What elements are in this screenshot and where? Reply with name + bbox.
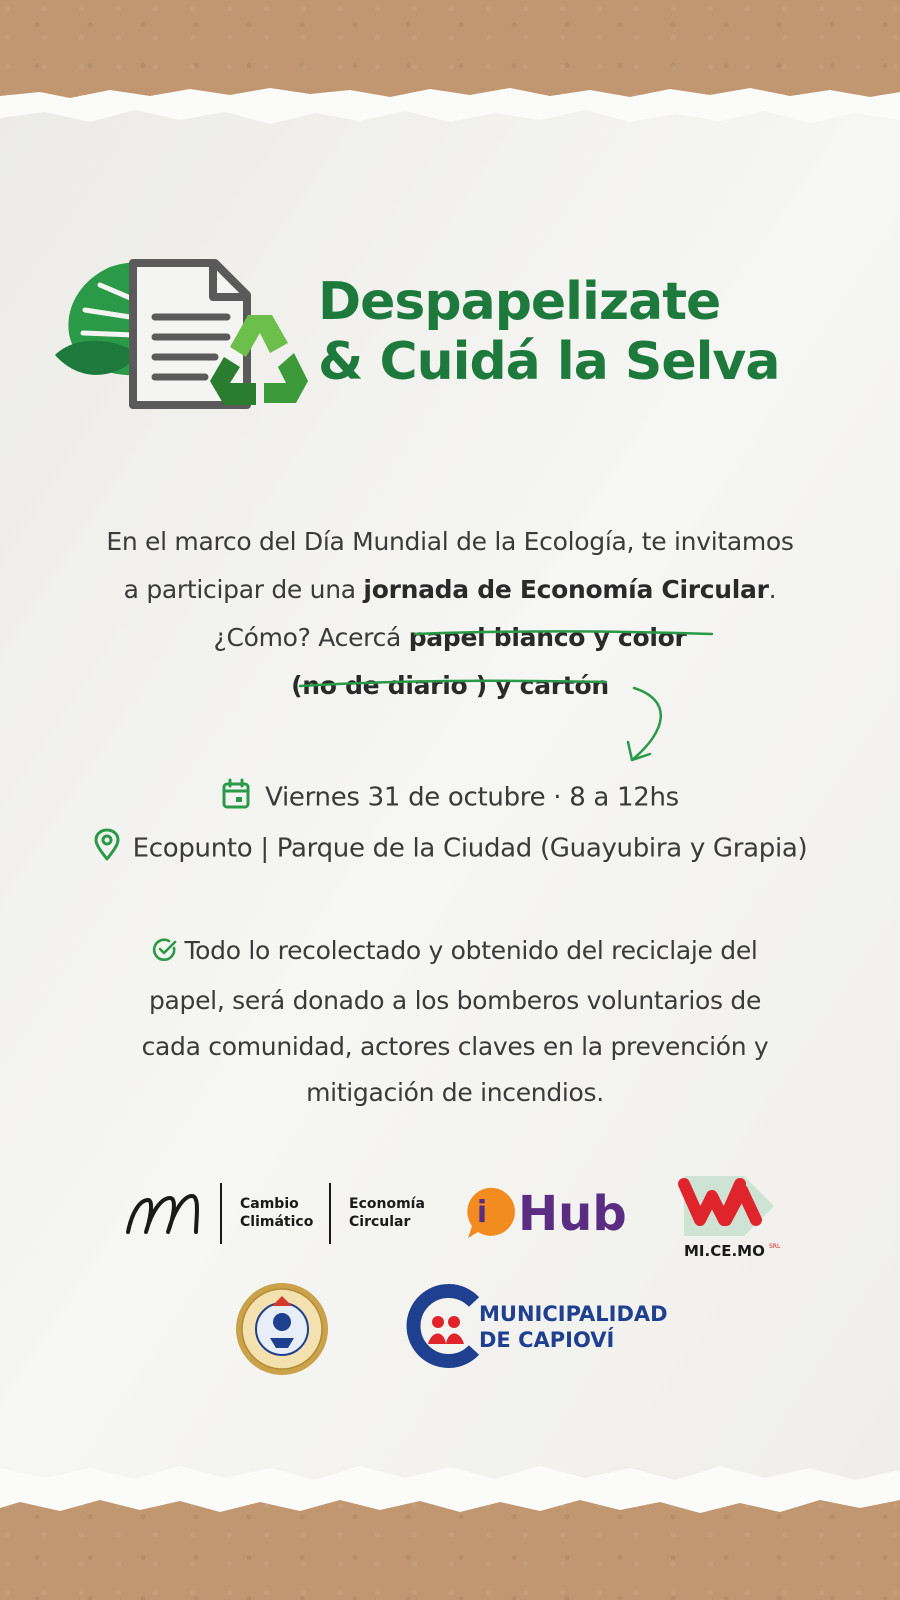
intro-line-3-bold: papel blanco y color: [408, 623, 687, 652]
title-line-1: Despapelizate: [318, 272, 721, 332]
muni-text-1: MUNICIPALIDAD: [479, 1302, 668, 1326]
intro-line-1: En el marco del Día Mundial de la Ecología, te invitamos: [106, 527, 794, 556]
intro-line-2-bold: jornada de Economía Circular: [363, 575, 769, 604]
cambio-text-2: Climático: [240, 1214, 314, 1230]
ihub-i: i: [476, 1195, 488, 1230]
note-line-1-text: Todo lo recolectado y obtenido del reciclaje del: [184, 936, 758, 965]
intro-line-3-prefix: ¿Cómo? Acercá: [213, 623, 409, 652]
note-line-4: mitigación de incendios.: [306, 1078, 604, 1107]
note-line-2: papel, será donado a los bomberos voluntarios de: [148, 986, 762, 1015]
event-location: Ecopunto | Parque de la Ciudad (Guayubira y Grapia): [132, 833, 808, 864]
economia-text-2: Circular: [349, 1214, 411, 1230]
m-script-logo: [128, 1196, 197, 1232]
note-line-3: cada comunidad, actores claves en la prevención y: [141, 1032, 769, 1061]
title-line-2: & Cuidá la Selva: [318, 332, 780, 392]
micemo-text: MI.CE.MO: [684, 1242, 765, 1260]
economia-text-1: Economía: [349, 1196, 425, 1212]
micemo-srl: SRL: [769, 1243, 781, 1250]
intro-line-2-suffix: .: [768, 575, 777, 604]
intro-line-2-prefix: a participar de una: [123, 575, 364, 604]
ihub-logo: [467, 1186, 626, 1242]
cambio-text-1: Cambio: [240, 1196, 299, 1212]
event-date: Viernes 31 de octubre · 8 a 12hs: [265, 782, 679, 813]
capiovi-municipality-logo: [414, 1291, 668, 1361]
intro-line-4-bold: (no de diario ) y cartón: [291, 671, 609, 700]
bomberos-seal-logo: [236, 1283, 328, 1375]
ihub-text: Hub: [518, 1186, 627, 1242]
muni-text-2: DE CAPIOVÍ: [479, 1328, 615, 1352]
micemo-logo: [684, 1176, 781, 1260]
